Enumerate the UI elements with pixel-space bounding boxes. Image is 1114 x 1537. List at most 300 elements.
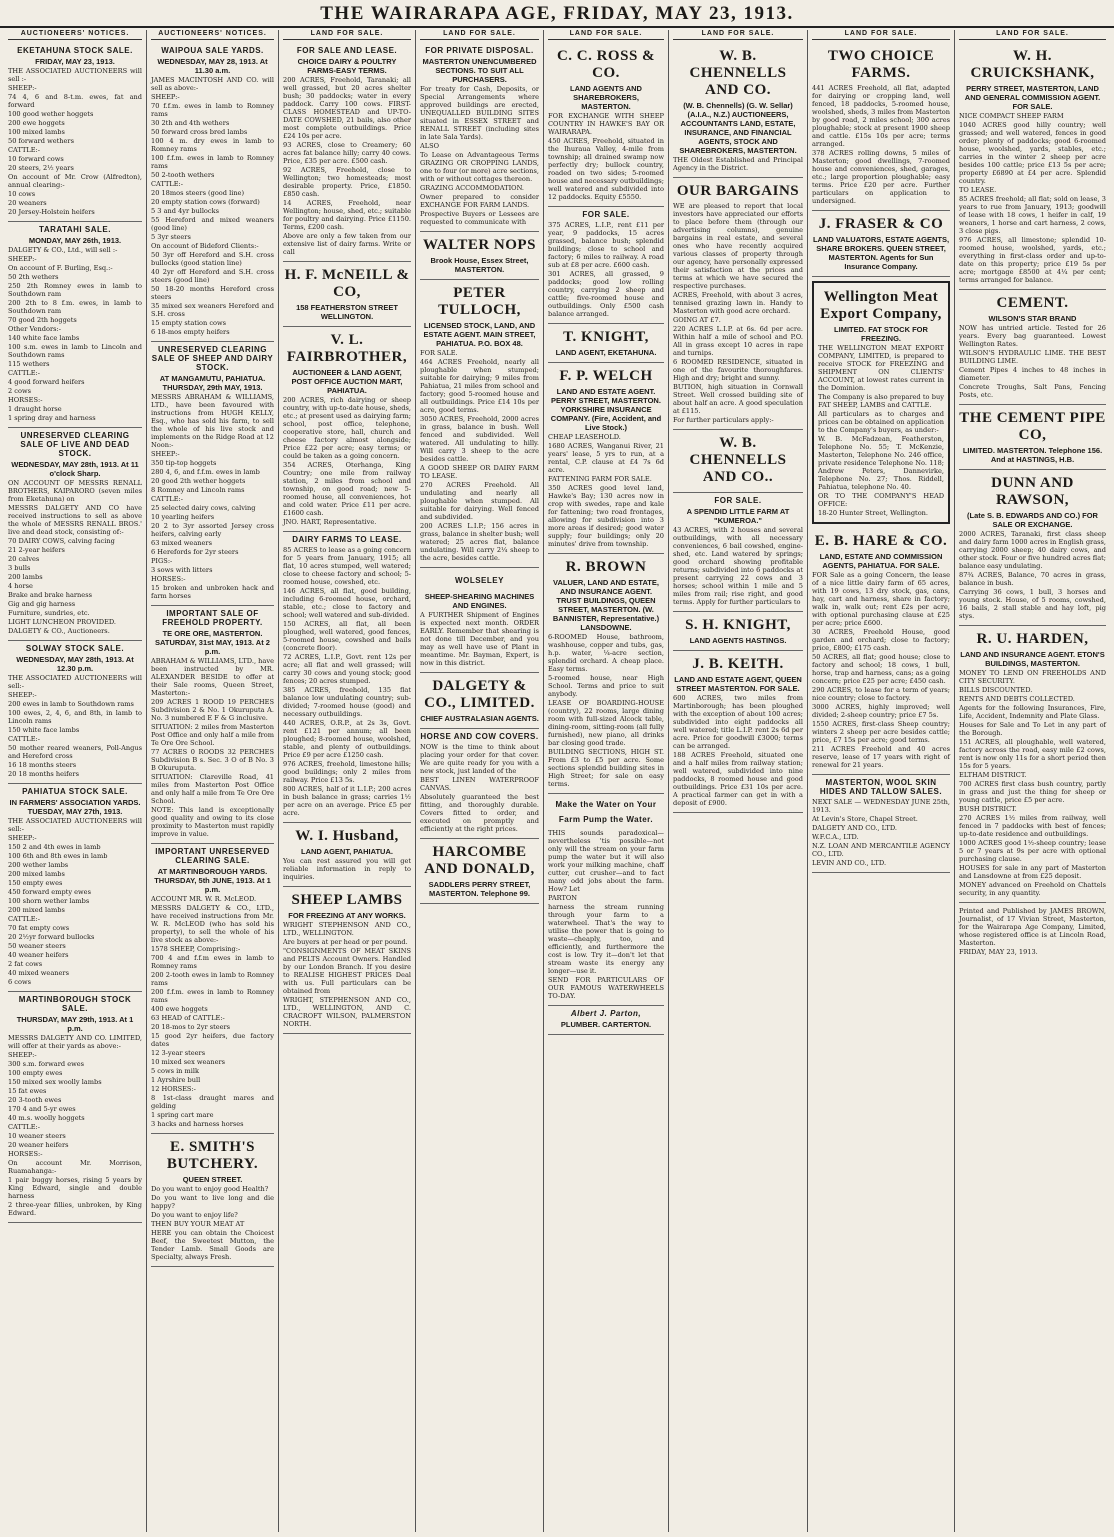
ad-subtitle: IN FARMERS' ASSOCIATION YARDS. TUESDAY, MAY 27th, 1913. — [9, 798, 141, 816]
ad-text: 10 yearling heifers — [151, 513, 215, 521]
ad-text: SITUATION: 2 miles from Masterton Post Office and only half a mile from Te Ore Ore School. — [151, 723, 274, 747]
ad-text: 100 f.f.m. ewes in lamb to Romney rams — [151, 154, 274, 170]
ad-subtitle: LAND AGENTS AND SHAREBROKERS, MASTERTON. — [570, 84, 642, 111]
ad-text: SHEEP:- — [8, 834, 37, 842]
ad-subtitle: WILSON'S STAR BRAND — [988, 314, 1077, 323]
ad-text: CATTLE:- — [8, 369, 41, 377]
ad-text: HOUSES for sale in any part of Masterton and Lansdowne at from £25 deposit. — [959, 864, 1106, 880]
ad-subtitle: LAND AND ESTATE AGENT. PERRY STREET, MASTERTON. YORKSHIRE INSURANCE COMPANY. (Fire, Accident, and Live Stock.) — [550, 387, 662, 432]
ad-text: 21 2-year heifers — [8, 546, 65, 554]
ad-title: CEMENT. — [996, 295, 1069, 311]
ad-text: ALSO — [420, 142, 440, 150]
ad-text: 1040 ACRES good hilly country; well grassed; and well watered, fences in good order; plenty of paddocks; good 6-roomed house, woolshed, yards, stables, etc.; carries in the winter 2 sheep per acre besides 100 cattle; price £13 5s per acre; property £6890 at £4 per acre. Splendid country. — [959, 121, 1106, 185]
ad-text: 20 3-tooth ewes — [8, 1096, 62, 1104]
ad-text: To Lease on Advantageous Terms GRAZING OR CROPPING LANDS, one to four (or more) acre sections, with or without cottages thereon. — [420, 151, 539, 183]
ad-text: 200 ACRES, rich dairying or sheep country, with up-to-date house, sheds, etc.; at present used as dairying farm; school, post office, telephone, cooperative store, hall, church and cheese factory almost alongside; Price £22 per acre; easy terms; or could be taken as a going concern. — [283, 396, 411, 460]
ad-text: Houses for Sale and To Let in any part of the Borough. — [959, 721, 1106, 737]
ad-text: FOR SALE. — [420, 349, 458, 357]
ad-text: 1550 ACRES, first-class Sheep country; winters 2 sheep per acre besides cattle; price, £7 15s per acre; good terms. — [812, 720, 950, 744]
newspaper-column — [544, 30, 669, 1532]
ad-text: Above are only a few taken from our extensive list of dairy farms. Write or call — [283, 232, 411, 256]
advertisement — [959, 405, 1106, 470]
ad-text: MESSRS DALGETY & CO., LTD., have received instructions from Mr. W. R. McLEOD (who has sold his property), to sell the whole of his live stock as above:- — [151, 904, 274, 944]
ad-text: 200 ACRES L.I.P.; 156 acres in grass, balance in shelter bush; well watered; 25 acres flat, balance undulating. Will carry 2¼ sheep to the acre, besides cattle. — [420, 522, 539, 562]
advertisement — [151, 1134, 274, 1267]
advertisement — [959, 43, 1106, 290]
ad-text: BUSH DISTRICT. — [959, 805, 1017, 813]
ad-text: 170 4 and 5-yr ewes — [8, 1105, 76, 1113]
ad-subtitle: WEDNESDAY, MAY 28th, 1913. At 12.30 p.m. — [16, 655, 134, 673]
ad-text: BEST LINEN WATERPROOF CANVAS. — [420, 776, 539, 792]
ad-text: MONEY advanced on Freehold on Chattels security, in any quantity. — [959, 881, 1106, 897]
ad-text: Cement Pipes 4 inches to 48 inches in diameter. — [959, 366, 1106, 382]
ad-text: NICE COMPACT SHEEP FARM — [959, 112, 1064, 120]
ad-title: PETER TULLOCH, — [438, 285, 521, 318]
ad-text: THE ASSOCIATED AUCTIONEERS will sell:- — [8, 817, 142, 833]
ad-text: W. B. McFadzean, Featherston, Telephone No. 55; T. McKenzie, Masterton, Telephone No. 246 office, private residence Telephone No. 118; Andrew Peters, Dannevirke, Telephone No. 27; Thos. Riddell, Pahiatua, telephone No. 40. — [818, 435, 944, 491]
ad-subtitle: A SPENDID LITTLE FARM AT "KUMEROA." — [686, 507, 790, 525]
ad-text: 800 ACRES, half of it L.I.P.; 200 acres in bush balance in grass; carries 1½ per acre on an average. Price £5 per acre. — [283, 785, 411, 817]
ad-text: SHEEP:- — [151, 450, 180, 458]
advertisement — [420, 43, 539, 232]
ad-subtitle: LAND AGENT, EKETAHUNA. — [555, 348, 657, 357]
ad-text: 50 forward wethers — [8, 137, 74, 145]
ad-subtitle: LIMITED. MASTERTON. Telephone 156. And at HASTINGS, H.B. — [962, 446, 1103, 464]
advertisement — [283, 262, 411, 327]
ad-text: 270 ACRES 1½ miles from railway, well fenced in 7 paddocks with best of fences; up-to-date residence and outbuildings. — [959, 814, 1106, 838]
column-header: LAND FOR SALE. — [812, 30, 950, 40]
ad-text: LEVIN AND CO., LTD. — [812, 859, 887, 867]
ad-subtitle: PLUMBER. CARTERTON. — [560, 1020, 652, 1029]
ad-title: DALGETY & CO., LIMITED. — [424, 678, 535, 711]
ad-subtitle: LAND AND INSURANCE AGENT. ETON'S BUILDINGS, MASTERTON. — [960, 650, 1105, 668]
ad-text: 10 cows — [8, 190, 36, 198]
ad-title: J. FRASER & CO — [818, 216, 944, 232]
ad-text: 140 white face lambs — [8, 334, 80, 342]
ad-text: 63 mixed weaners — [151, 539, 212, 547]
ad-text: 12 3-year steers — [151, 1049, 206, 1057]
ad-text: PARTON — [548, 894, 578, 902]
ad-title: T. KNIGHT, — [563, 329, 649, 345]
ad-text: PIGS:- — [151, 557, 173, 565]
advertisement — [283, 887, 411, 1034]
ad-text: BILLS DISCOUNTED. — [959, 686, 1033, 694]
ad-text: 5 cows in milk — [151, 1067, 199, 1075]
ad-title: WOLSELEY — [455, 576, 504, 585]
ad-text: 15 broken and unbroken hack and farm horses — [151, 584, 274, 600]
ad-text: A GOOD SHEEP OR DAIRY FARM TO LEASE. — [420, 464, 539, 480]
ad-text: DALGETY & CO., Auctioneers. — [8, 627, 110, 635]
ad-text: 6 cows — [8, 978, 31, 986]
column-header: LAND FOR SALE. — [420, 30, 539, 40]
newspaper-column — [955, 30, 1110, 1532]
ad-text: LIGHT LUNCHEON PROVIDED. — [8, 618, 117, 626]
ad-title: J. B. KEITH. — [692, 656, 784, 672]
newspaper-column — [416, 30, 544, 1532]
newspaper-column — [669, 30, 808, 1532]
ad-text: 1 spring dray and harness — [8, 414, 96, 422]
advertisement — [548, 324, 664, 363]
ad-text: 200 mixed lambs — [8, 870, 65, 878]
advertisement — [548, 1006, 664, 1035]
ad-text: On account of F. Burling, Esq.:- — [8, 264, 113, 272]
advertisement — [283, 823, 411, 887]
ad-text: 30 ACRES, Freehold House, good garden and orchard; close to factory; price, £800; £175 cash. — [812, 628, 950, 652]
ad-title: HARCOMBE AND DONALD, — [424, 844, 535, 877]
ad-text: Do you want to live long and die happy? — [151, 1194, 274, 1210]
ad-text: 5 3 and 4yr bullocks — [151, 207, 219, 215]
ad-title: EKETAHUNA STOCK SALE. — [17, 46, 133, 55]
column-header: LAND FOR SALE. — [548, 30, 664, 40]
ad-text: Do you want to enjoy good Health? — [151, 1185, 269, 1193]
ad-title: HORSE AND COW COVERS. — [420, 732, 539, 741]
ad-subtitle: LAND AGENTS HASTINGS. — [689, 636, 787, 645]
ad-text: 50 mother reared weaners, Poll-Angus and Hereford cross — [8, 744, 142, 760]
ad-text: THE WELLINGTON MEAT EXPORT COMPANY, LIMITED, is prepared to receive STOCK for FREEZING and SHIPMENT ON CLIENTS' ACCOUNT, at lowest rates current in the Dominion. — [818, 344, 944, 392]
advertisement — [548, 554, 664, 794]
ad-title: DAIRY FARMS TO LEASE. — [292, 535, 402, 544]
newspaper-title: THE WAIRARAPA AGE, FRIDAY, MAY 23, 1913. — [320, 3, 794, 24]
ad-text: 85 ACRES freehold; all flat; sold on lease, 3 years to rue from January, 1913; goodwill of lease with 18 cows, 1 heifer in calf, 19 weaners, 1 horse and cart harness, 2 cows, 3 close pigs. — [959, 195, 1106, 235]
ad-text: 87¾ ACRES, Balance, 70 acres in grass, balance in bush. — [959, 571, 1106, 587]
ad-text: 2 fat cows — [8, 960, 43, 968]
ad-text: 20 18 months heifers — [8, 770, 79, 778]
ad-text: 400 ewe hoggets — [151, 1005, 208, 1013]
ad-text: 70 fat empty cows — [8, 924, 70, 932]
advertisement — [812, 281, 950, 524]
advertisement — [959, 470, 1106, 626]
advertisement — [673, 43, 803, 178]
advertisement — [420, 839, 539, 904]
ad-text: 50 2th wethers — [8, 273, 59, 281]
ad-text: 43 ACRES, with 2 houses and several outbuildings, with all necessary conveniences, 6 bail cowshed, engine-shed, etc. Land watered by springs; good orchard showing profitable returns; subdivided into 6 paddocks at present carrying 22 cows and 3 horses; school within 1 mile and 5 miles from rail; rise right, and good terms. Apply for further particulars to — [673, 526, 803, 606]
ad-text: Prospective Buyers or Lessees are requested to communicate with — [420, 210, 539, 226]
ad-text: JAMES MACINTOSH AND CO. will sell as above:- — [151, 76, 274, 92]
ad-title: W. B. CHENNELLS AND CO.. — [689, 435, 787, 485]
ad-text: The Company is also prepared to buy FAT SHEEP, LAMBS and CATTLE. — [818, 393, 944, 409]
ad-text: TO LEASE. — [959, 186, 997, 194]
ad-text: 50 weaner steers — [8, 942, 66, 950]
ad-text: W.F.C.A., LTD. — [812, 833, 859, 841]
ad-text: BUILDING SECTIONS, HIGH ST. From £3 to £5 per acre. Some sections splendid building sites in High Street; for sale on easy terms. — [548, 748, 664, 788]
ad-title: W. H. CRUICKSHANK, — [970, 48, 1095, 81]
ad-text: Gig and gig harness — [8, 600, 76, 608]
ad-text: 209 ACRES 1 ROOD 19 PERCHES Subdivision 2 & No. 1 Okuruputa A. No. 3 numbered E F & G inclusive. — [151, 698, 274, 722]
ad-subtitle: (Late S. B. EDWARDS AND CO.) FOR SALE OR EXCHANGE. — [967, 511, 1098, 529]
ad-title: H. F. McNEILL & CO, — [284, 267, 410, 300]
ad-text: 301 ACRES, all grassed, 9 paddocks; good low rolling country, carrying 2 sheep and cattle; five-roomed house and outbuildings. Only £500 cash balance arranged. — [548, 270, 664, 318]
ad-title: E. B. HARE & CO. — [814, 533, 948, 549]
column-header: AUCTIONEERS' NOTICES. — [8, 30, 142, 40]
ad-text: 4 good forward heifers — [8, 378, 85, 386]
ad-text: 30 2th and 4th wethers — [151, 119, 230, 127]
ad-text: For treaty for Cash, Deposits, or Special Arrangements where approved buildings are erected, UNEQUALLED BUILDING SITES situated in ESSEX STREET and RENALL STREET (including sites in late Sala Yards). — [420, 85, 539, 141]
column-header: LAND FOR SALE. — [673, 30, 803, 40]
ad-text: SHEEP:- — [8, 1051, 37, 1059]
ad-text: 350 ACRES good level land, Hawke's Bay; 130 acres now in crop with swedes, rape and kale for fattening; two road frontages, allowing for subdivision into 3 more areas if desired; good water supply; four buildings; only 20 minutes' drive from township. — [548, 484, 664, 548]
ad-text: 10 mixed sex weaners — [151, 1058, 226, 1066]
ad-title: FOR SALE AND LEASE. — [296, 46, 398, 55]
ad-text: ABRAHAM & WILLIAMS, LTD., have been instructed by MR. ALEXANDER BESIDE to offer at their Sale rooms, Queen Street, Masterton:- — [151, 657, 274, 697]
ad-text: 10 weaner steers — [8, 1132, 66, 1140]
ad-text: Do you want to enjoy life? — [151, 1211, 238, 1219]
ad-text: 146 ACRES, all flat, good building, including 6-roomed house, orchard, stable, etc.; close to factory and school; well watered and sub-divided. — [283, 587, 411, 619]
ad-title: IMPORTANT SALE OF FREEHOLD PROPERTY. — [162, 609, 263, 627]
advertisement — [283, 532, 411, 823]
ad-text: 100 good wether hoggets — [8, 110, 94, 118]
advertisement — [8, 641, 142, 784]
ad-text: LEASE OF BOARDING-HOUSE (country), 22 rooms, large dining room with full-sized Alcock table, dining-room, sitting-room (all fully furnished), new piano, all drinks bar closing good trade. — [548, 699, 664, 747]
ad-text: 10 forward cows — [8, 155, 64, 163]
ad-text: 72 ACRES, L.I.P., Govt. rent 12s per acre; all flat and well grassed; will carry 30 cows and young stock; good fences; 20 acres stumped. — [283, 653, 411, 685]
advertisement — [673, 493, 803, 612]
ad-text: 1000 ACRES good 1½-sheep country; lease 5 or 7 years at 9s per acre with optional purchasing clause. — [959, 839, 1106, 863]
ad-text: 6-ROOMED House, bathroom, washhouse, copper and tubs, gas, h.p. water, ¼-acre section, splendid orchard. A cheap place. Easy terms. — [548, 633, 664, 673]
ad-text: Owner prepared to consider EXCHANGE FOR FARM LANDS. — [420, 193, 539, 209]
ad-subtitle: LAND, ESTATE AND COMMISSION AGENTS, PAHIATUA. FOR SALE. — [819, 552, 943, 570]
advertisement — [548, 207, 664, 324]
ad-title: SOLWAY STOCK SALE. — [25, 644, 125, 653]
ad-subtitle: SHEEP-SHEARING MACHINES AND ENGINES. — [424, 592, 535, 610]
ad-text: SHEEP:- — [8, 691, 37, 699]
ad-text: 600 ACRES, two miles from Martinborough; has been ploughed with the exception of about 100 acres; subdivided into eight paddocks all well watered; title L.I.P. rent 2s 6d per acre. Price for goodwill £3000; terms can be arranged. — [673, 694, 803, 750]
ad-subtitle: (W. B. Chennells) (G. W. Sellar) (A.I.A., N.Z.) AUCTIONEERS, ACCOUNTANTS LAND, ESTATE, INSURANCE, AND FINANCIAL AGENTS, STOCK AND SHAREBROKERS, MASTERTON. — [679, 101, 797, 155]
advertisement — [8, 992, 142, 1223]
ad-text: 1 draught horse — [8, 405, 62, 413]
ad-text: Are buyers at per head or per pound. — [283, 938, 408, 946]
ad-title: TWO CHOICE FARMS. — [827, 48, 935, 81]
ad-text: 50 18-20 months Hereford cross steers — [151, 285, 274, 301]
advertisement — [959, 290, 1106, 405]
ad-title: R. U. HARDEN, — [976, 631, 1089, 647]
ad-text: CATTLE:- — [151, 495, 184, 503]
ad-title: WALTER NOPS — [423, 237, 536, 253]
ad-text: FOR EXCHANGE WITH SHEEP COUNTRY IN HAWKE'S BAY OR WAIRARAPA. — [548, 112, 664, 136]
ad-text: 40 mixed weaners — [8, 969, 69, 977]
ad-text: 250 2th Romney ewes in lamb to Southdown ram — [8, 282, 142, 298]
ad-text: 5-roomed house, near High School. Terms and price to suit anybody. — [548, 674, 664, 698]
ad-text: HORSES:- — [8, 396, 43, 404]
ad-text: All particulars as to charges and prices can be obtained on application to the Company's buyers, as under:- — [818, 410, 944, 434]
ad-subtitle: MASTERTON UNENCUMBERED SECTIONS. TO SUIT ALL PURCHASERS. — [422, 57, 537, 84]
ad-title: OUR BARGAINS — [676, 183, 800, 199]
ad-text: 20 2 to 3yr assorted Jersey cross heifers, calving early — [151, 522, 274, 538]
ad-text: CATTLE:- — [8, 146, 41, 154]
masthead — [0, 0, 1114, 28]
ad-text: 100 empty ewes — [8, 1069, 63, 1077]
ad-text: 100 mixed lambs — [8, 128, 65, 136]
ad-title: IMPORTANT UNRESERVED CLEARING SALE. — [155, 847, 270, 865]
ad-text: NOW has untried article. Tested for 26 years. Every bag guaranteed. Lowest Wellington Rates. — [959, 324, 1106, 348]
ad-subtitle: LAND AND ESTATE AGENT, QUEEN STREET MASTERTON. FOR SALE. — [674, 675, 802, 693]
ad-text: 6 18-mos empty heifers — [151, 328, 230, 336]
ad-text: 40 weaner heifers — [8, 951, 69, 959]
ad-subtitle: 158 FEATHERSTON STREET WELLINGTON. — [296, 303, 398, 321]
advertisement — [812, 528, 950, 775]
ad-text: SEND FOR PARTICULARS OF OUR FAMOUS WATERWHEELS TO-DAY. — [548, 976, 664, 1000]
ad-text: Agents for the following Insurances, Fire, Life, Accident, Indemnity and Plate Glass. — [959, 704, 1106, 720]
ad-text: THEN BUY YOUR MEAT AT — [151, 1220, 245, 1228]
ad-text: NOTE: This land is exceptionally good quality and owing to its close proximity to Masterton must rapidly improve in value. — [151, 806, 274, 838]
ad-title: FOR SALE. — [714, 496, 762, 505]
ad-title: TARATAHI SALE. — [39, 225, 111, 234]
ad-text: 1 pair buggy horses, rising 5 years by King Edward, single and double harness — [8, 1176, 142, 1200]
advertisement — [548, 363, 664, 554]
ad-text: GOING AT £7. — [673, 316, 721, 324]
advertisement — [548, 43, 664, 207]
ad-text: 3 bulls — [8, 564, 31, 572]
ad-text: 1680 ACRES, Wanganui River, 21 years' lease, 5 yrs to run, at a rental, C.P. clause at £4 7s 6d acre. — [548, 442, 664, 474]
ad-text: 5 3yr steers — [151, 233, 191, 241]
advertisement — [8, 43, 142, 222]
ad-text: 100 s.m. ewes in lamb to Lincoln and Southdown rams — [8, 343, 142, 359]
ad-text: 150 2 and 4th ewes in lamb — [8, 843, 101, 851]
advertisement — [420, 568, 539, 673]
ad-text: 300 s.m. forward ewes — [8, 1060, 85, 1068]
ad-subtitle: LICENSED STOCK, LAND, AND ESTATE AGENT. MAIN STREET, PAHIATUA. P.O. BOX 48. — [423, 321, 536, 348]
ad-title: FOR PRIVATE DISPOSAL. — [425, 46, 534, 55]
newspaper-column — [147, 30, 279, 1532]
ad-text: DALGETY & CO., Ltd., will sell :- — [8, 246, 118, 254]
advertisement — [673, 178, 803, 430]
ad-text: 2 three-year fillies, unbroken, by King Edward. — [8, 1201, 142, 1217]
ad-title: DUNN AND RAWSON, — [991, 475, 1074, 508]
ad-text: 20 empty station cows (forward) — [151, 198, 260, 206]
advertisement — [151, 844, 274, 1134]
advertisement — [283, 43, 411, 262]
ad-subtitle: VALUER, LAND AND ESTATE, AND INSURANCE AGENT. TRUST BUILDINGS, QUEEN STREET, MASTERTON. (W. BANNISTER, Representative.) LANSDOWNE. — [552, 578, 660, 632]
ad-text: N.Z. LOAN AND MERCANTILE AGENCY CO., LTD. — [812, 842, 950, 858]
ad-subtitle: LAND VALUATORS, ESTATE AGENTS, SHARE BROKERS. QUEEN STREET, MASTERTON. Agents for Sun Insurance Company. — [812, 235, 950, 271]
ad-text: SITUATION: Clareville Road, 41 miles from Masterton Post Office and only half a mile from Te Ore Ore School. — [151, 773, 274, 805]
ad-text: 440 ACRES, O.R.P., at 2s 3s, Govt. rent £121 per annum; all been ploughed; 8-roomed house, woolshed, stable, and plenty of outbuildings. Price £9 per acre £1250 cash. — [283, 719, 411, 759]
ad-text: 200 ewes in lamb to Southdown rams — [8, 700, 134, 708]
ad-text: SHEEP:- — [8, 84, 37, 92]
ad-text: 200 ewe hoggets — [8, 119, 65, 127]
ad-title: F. P. WELCH — [559, 368, 653, 384]
advertisement — [812, 43, 950, 211]
ad-text: 93 ACRES, close to Creamery; 60 acres fat balance hilly; carry 40 cows. Price, £35 per acre. £500 cash. — [283, 141, 411, 165]
ad-text: WRIGHT, STEPHENSON AND CO., LTD., WELLINGTON, AND C. CRACROFT WILSON, PALMERSTON NORTH. — [283, 996, 411, 1028]
ad-text: 35 mixed sex weaners Hereford and S.H. cross — [151, 302, 274, 318]
ad-text: 200 wether lambs — [8, 861, 69, 869]
ad-text: 200 ACRES, Freehold, Taranaki; all well grassed, but 20 acres shelter bush; 30 paddocks; water in every paddock. Carry 100 cows. FIRST-CLASS HOMESTEAD and UP-TO-DATE COWSHED, 21 bails, also other most complete outbuildings. Price £24 10s per acre. — [283, 76, 411, 140]
ad-subtitle: MONDAY, MAY 26th, 1913. — [28, 236, 122, 245]
ad-title: Wellington Meat Export Company, — [820, 289, 942, 322]
ad-title: UNRESERVED CLEARING SALE OF SHEEP AND DAIRY STOCK. — [151, 345, 274, 372]
ad-text: MESSRS DALGETY AND CO. LIMITED, will offer at their yards as above:- — [8, 1034, 142, 1050]
ad-text: 20 weaner heifers — [8, 1141, 69, 1149]
column-header: AUCTIONEERS' NOTICES. — [151, 30, 274, 40]
ad-subtitle: TE ORE ORE, MASTERTON. SATURDAY, 31st MAY, 1913. At 2 p.m. — [155, 629, 270, 656]
ad-text: WILSON'S HYDRAULIC LIME. THE BEST BUILDING LIME. — [959, 349, 1106, 365]
ad-text: 115 wethers — [8, 360, 50, 368]
ad-text: THE ASSOCIATED AUCTIONEERS will sell:- — [8, 674, 142, 690]
ad-text: 464 ACRES Freehold, nearly all ploughable when stumped; suitable for dairying; 9 miles from Pahiatua, 21 miles from school and factory; good 5-roomed house and all outbuildings. Price £14 10s per acre, good terms. — [420, 358, 539, 414]
ad-text: CHEAP LEASEHOLD. — [548, 433, 621, 441]
ad-text: 188 ACRES Freehold, situated one and a half miles from railway station; well watered, subdivided into nine paddocks, 8 roomed house and good outbuildings. Price £31 10s per acre. A practical farmer can get in with a deposit of £900. — [673, 751, 803, 807]
ad-text: 150 mixed sex woolly lambs — [8, 1078, 102, 1086]
ad-text: Furniture, sundries, etc. — [8, 609, 90, 617]
ad-text: 290 ACRES, to lease for a term of years; nice country; close to factory. — [812, 686, 950, 702]
ad-text: 40 m.s. woolly hoggets — [8, 1114, 85, 1122]
ad-text: 350 tip-top hoggets — [151, 459, 217, 467]
ad-text: 20 18-mos to 2yr steers — [151, 1023, 231, 1031]
ad-text: 200 mixed lambs — [8, 906, 65, 914]
ad-text: 85 ACRES to lease as a going concern for 5 years from January, 1915; all flat, 10 acres stumped, well watered; close to cheese factory and school; 5-roomed house, cowshed, etc. — [283, 546, 411, 586]
ad-text: NOW is the time to think about placing your order for that cover. We are quite ready for you with a new stock, just landed of the — [420, 743, 539, 775]
ad-text: ELTHAM DISTRICT. — [959, 771, 1027, 779]
ad-text: 15 fat ewes — [8, 1087, 47, 1095]
ad-text: "CONSIGNMENTS OF MEAT SKINS and PELTS Account Owners. Handled by our London Branch. If you desire to REALISE HIGHEST PRICES Deal with us. Full particulars can be obtained from — [283, 947, 411, 995]
advertisement — [151, 43, 274, 342]
ad-text: 40 2yr off Hereford and S.H. cross steers (good line) — [151, 268, 274, 284]
advertisement — [673, 612, 803, 651]
ad-text: FRIDAY, MAY 23, 1913. — [959, 948, 1038, 956]
ad-text: 14 ACRES, Freehold, near Wellington; house, shed, etc.; suitable for poultry and dairying. Price £1150. Terms, £200 cash. — [283, 199, 411, 231]
ad-text: 4 horse — [8, 582, 33, 590]
ad-title: W. I. Husband, — [295, 828, 399, 844]
ad-text: SHEEP:- — [8, 255, 37, 263]
ad-text: 50 3yr off Hereford and S.H. cross bullocks (good station line) — [151, 251, 274, 267]
ad-subtitle: FOR FREEZING AT ANY WORKS. — [288, 911, 406, 920]
ad-title: MARTINBOROUGH STOCK SALE. — [18, 995, 132, 1013]
ad-title: W. B. CHENNELLS AND CO. — [689, 48, 787, 98]
ad-text: 450 ACRES, Freehold, situated in the Ihuraua Valley, 4-mile from township; all drained swamp now perfectly dry; bullock country, roaded on two sides; 5-roomed house and necessary outbuildings; well watered and subdivided into 12 paddocks. Equity £5550. — [548, 137, 664, 201]
ad-text: 200 2-tooth ewes in lamb to Romney rams — [151, 971, 274, 987]
ad-text: 378 ACRES rolling downs, 5 miles of Masterton; good dwellings, 7-roomed house and conveniences, shed, garages, etc.; large proportion ploughable; easy terms. Price £20 per acre. Further particulars on application to undersigned. — [812, 149, 950, 205]
columns-container — [4, 30, 1110, 1532]
ad-text: MESSRS ABRAHAM & WILLIAMS, LTD., have been favoured with instructions from HUGH KELLY, Esq., who has sold his farm, to sell the whole of his live stock and implements on the Ridge Road at 12 Noon:- — [151, 393, 274, 449]
ad-text: THE Oldest Established and Principal Agency in the District. — [673, 156, 803, 172]
advertisement — [8, 428, 142, 641]
ad-title: FOR SALE. — [582, 210, 630, 219]
advertisement — [283, 327, 411, 532]
advertisement — [673, 430, 803, 493]
ad-subtitle: FRIDAY, MAY 23, 1913. — [35, 57, 115, 66]
ad-text: 700 4 and f.f.m ewes in lamb to Romney rams — [151, 954, 274, 970]
ad-text: 976 ACRES, all limestone; splendid 10-roomed house, woolshed, yards, etc.; everything in first-class order and up-to-date on this property; price £19 5s per acre; mortgage £8500 at 4¼ per cent; terms arranged for balance. — [959, 236, 1106, 284]
advertisement — [420, 673, 539, 729]
ad-text: 8 1st-class draught mares and gelding — [151, 1094, 274, 1110]
ad-subtitle: PERRY STREET, MASTERTON, LAND AND GENERAL COMMISSION AGENT. FOR SALE. — [964, 84, 1101, 111]
ad-text: 151 ACRES, all ploughable, well watered, factory across the road, easy mile £2 cows, rent is now only 11s for a short period then 15s for 5 years. — [959, 738, 1106, 770]
ad-title: THE CEMENT PIPE CO, — [959, 410, 1106, 443]
ad-text: 450 forward empty ewes — [8, 888, 91, 896]
ad-subtitle: AT MARTINBOROUGH YARDS. THURSDAY, 5th JUNE, 1913. At 1 p.m. — [154, 867, 271, 894]
ad-text: 12 HORSES:- — [151, 1085, 196, 1093]
ad-text: Concrete Troughs, Salt Pans, Fencing Posts, etc. — [959, 383, 1106, 399]
ad-subtitle: Brook House, Essex Street, MASTERTON. — [430, 256, 529, 274]
ad-text: 441 ACRES Freehold, all flat, adapted for dairying or cropping land, well fenced, 18 paddocks, 5-roomed house, woolshed, sheds, 3 miles from Masterton by good road, 2 miles school; 300 acres ploughable; stock at present 1900 sheep and cattle. £15s 10s per acre; terms arranged. — [812, 84, 950, 148]
advertisement — [812, 775, 950, 873]
ad-title: C. C. ROSS & CO. — [556, 48, 656, 81]
ad-subtitle: CHIEF AUSTRALASIAN AGENTS. — [420, 714, 539, 723]
ad-text: You can rest assured you will get reliable information in reply to inquiries. — [283, 857, 411, 881]
ad-text: On account of Bideford Clients:- — [151, 242, 259, 250]
ad-title: MASTERTON, WOOL SKIN HIDES AND TALLOW SALES. — [819, 778, 943, 796]
ad-text: On account of Mr. Crow (Alfredton), annual clearing:- — [8, 173, 142, 189]
ad-text: 77 ACRES 0 ROODS 32 PERCHES Subdivision B s. Sec. 3 O of B No. 3 B Okuruputa. — [151, 748, 274, 772]
ad-text: 200 2th to 8 f.m. ewes, in lamb to Southdown ram — [8, 299, 142, 315]
ad-text: 15 empty station cows — [151, 319, 227, 327]
ad-text: OR TO THE COMPANY'S HEAD OFFICE: — [818, 492, 944, 508]
ad-text: FOR Sale as a going Concern, the lease of a nice little dairy farm of 65 acres, with 19 cows, 13 dry stock, gas, cans, hay, cart and harness, share in factory; walk in, walk out; rent £2s per acre, with optional purchasing clause at £25 per acre; price £600. — [812, 571, 950, 627]
ad-text: 20 18mos steers (good line) — [151, 189, 245, 197]
ad-title: V. L. FAIRBROTHER, — [286, 332, 408, 365]
ad-text: 150 white face lambs — [8, 726, 80, 734]
ad-title: UNRESERVED CLEARING SALE OF LIVE AND DEAD STOCK. — [20, 431, 130, 458]
